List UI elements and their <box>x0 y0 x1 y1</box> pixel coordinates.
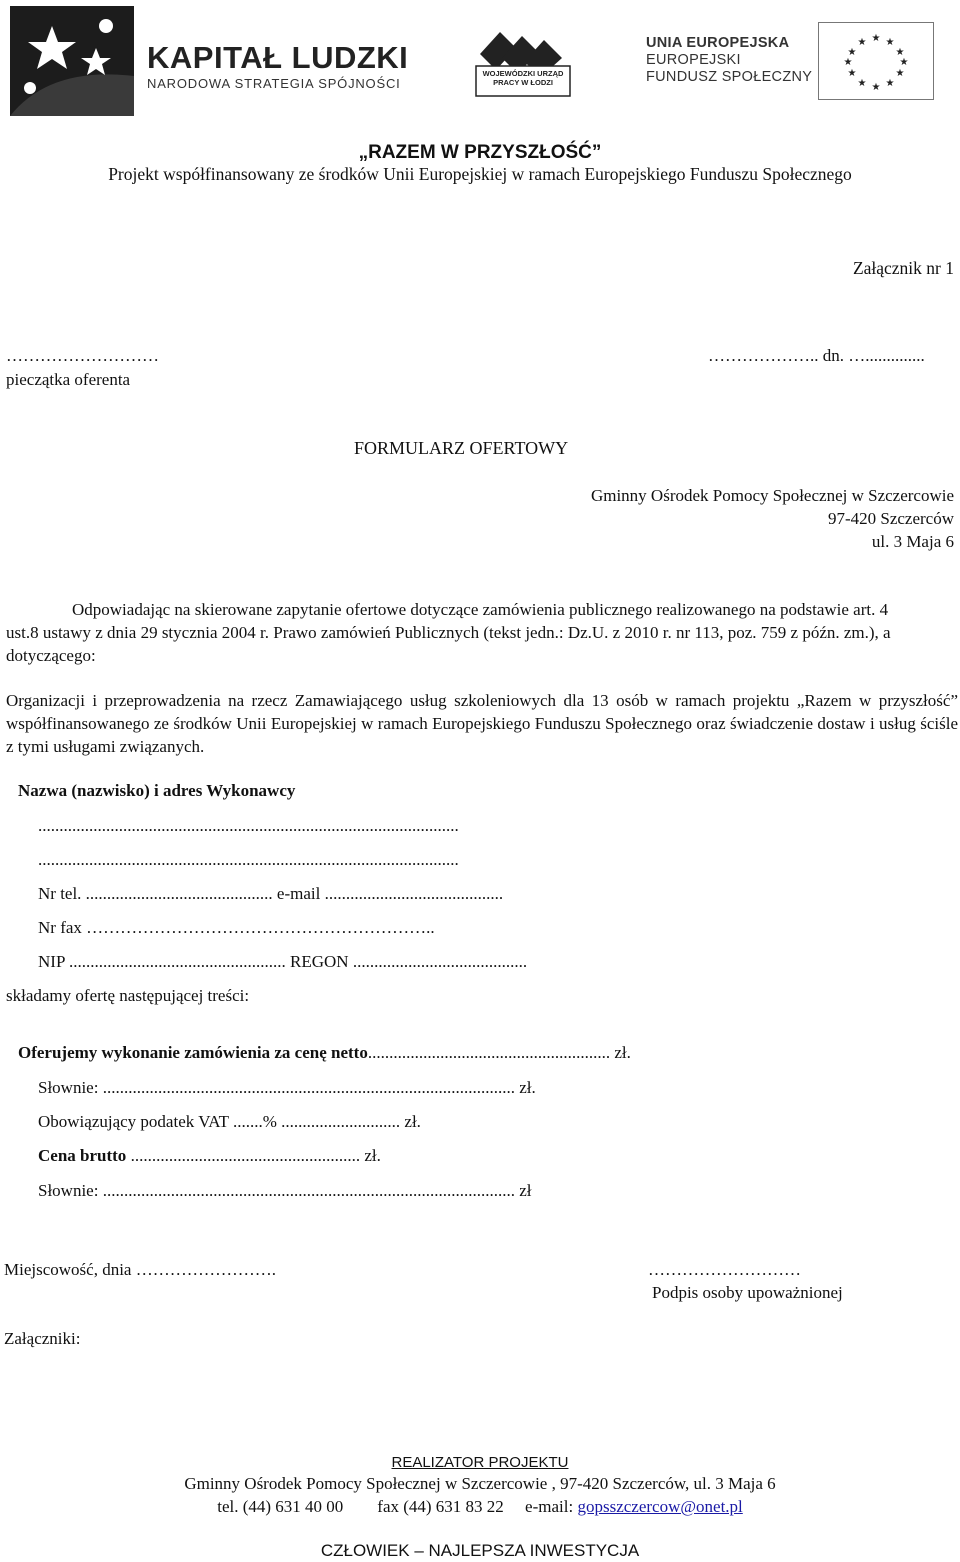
svg-text:★: ★ <box>843 57 853 68</box>
recipient-postcode: 97-420 Szczerców <box>827 509 954 528</box>
svg-text:★: ★ <box>885 78 895 89</box>
eu-logo-line3: FUNDUSZ SPOŁECZNY <box>646 69 813 85</box>
recipient-name: Gminny Ośrodek Pomocy Społecznej w Szczercowie <box>590 486 954 505</box>
gross-price-line <box>38 1146 381 1166</box>
eu-flag-icon <box>818 22 934 100</box>
recipient-street: ul. 3 Maja 6 <box>871 532 954 551</box>
subject-paragraph: Organizacji i przeprowadzenia na rzecz Zamawiającego usług szkoleniowych dla 13 osób w ramach projektu „Razem w przyszłość” współfinansowanego ze środków Unii Europejskiej w ramach Europejskiego Funduszu Społecznego oraz świadczenie dostaw i usług ściśle z tymi usługami związanych. <box>6 691 958 756</box>
gross-price-label: Cena brutto <box>38 1146 127 1165</box>
svg-text:★: ★ <box>871 82 881 93</box>
wup-lodz-logo-icon <box>470 24 576 100</box>
contractor-tel-email: Nr tel. ............................................ e-mail .......................................... <box>38 884 504 903</box>
svg-text:★: ★ <box>895 47 905 58</box>
kapital-ludzki-logo-icon <box>10 6 134 116</box>
project-subtitle: Projekt współfinansowany ze środków Unii Europejskiej w ramach Europejskiego Funduszu Społecznego <box>108 164 852 184</box>
svg-text:★: ★ <box>857 78 867 89</box>
signature-dots: ……………………… <box>648 1260 801 1279</box>
contractor-line-1: ................................................................................................... <box>38 816 459 835</box>
svg-text:★: ★ <box>895 68 905 79</box>
svg-text:★: ★ <box>847 68 857 79</box>
offer-intro: składamy ofertę następującej treści: <box>6 986 250 1005</box>
svg-text:★: ★ <box>857 37 867 48</box>
eu-logo-text <box>646 35 812 86</box>
date-field: ……………….. dn. ….............. <box>708 346 925 365</box>
footer-phone-fax: tel. (44) 631 40 00 fax (44) 631 83 22 e-mail: <box>217 1497 578 1516</box>
wup-lodz-logo-text: WOJEWÓDZKI URZĄD PRACY W ŁODZI <box>482 69 564 87</box>
footer-realizator: REALIZATOR PROJEKTU <box>391 1454 569 1471</box>
kapital-ludzki-logo-title: KAPITAŁ LUDZKI <box>147 40 409 75</box>
svg-text:★: ★ <box>871 33 881 44</box>
contractor-nip-regon: NIP ................................................... REGON ......................................... <box>38 952 528 971</box>
svg-text:★: ★ <box>885 37 895 48</box>
contractor-heading: Nazwa (nazwisko) i adres Wykonawcy <box>18 781 296 800</box>
net-price-words: Słownie: ................................................................................................. zł. <box>38 1078 536 1097</box>
attachments-label: Załączniki: <box>4 1329 81 1348</box>
footer-email-link[interactable]: gopsszczercow@onet.pl <box>577 1497 743 1516</box>
contractor-line-2: ................................................................................................... <box>38 850 459 869</box>
net-price-dots: ......................................................... zł. <box>367 1043 631 1062</box>
contractor-fax: Nr fax …………………………………………………….. <box>38 918 435 937</box>
kapital-ludzki-logo-subtitle: NARODOWA STRATEGIA SPÓJNOŚCI <box>147 76 401 91</box>
vat-line: Obowiązujący podatek VAT .......% ............................ zł. <box>38 1112 421 1131</box>
gross-price-words: Słownie: ................................................................................................. zł <box>38 1181 532 1200</box>
svg-text:★: ★ <box>847 47 857 58</box>
attachment-number: Załącznik nr 1 <box>852 258 954 278</box>
place-date-field: Miejscowość, dnia ……………………. <box>4 1260 276 1279</box>
stamp-dots: ……………………… <box>6 346 159 365</box>
footer-contact <box>0 1497 960 1517</box>
footer-slogan: CZŁOWIEK – NAJLEPSZA INWESTYCJA <box>320 1541 640 1560</box>
net-price-line <box>18 1043 631 1063</box>
form-title: FORMULARZ OFERTOWY <box>354 438 569 458</box>
signature-label: Podpis osoby upoważnionej <box>652 1283 843 1302</box>
gross-price-dots: ...................................................... zł. <box>126 1146 381 1165</box>
stamp-label: pieczątka oferenta <box>6 370 131 389</box>
project-title: „RAZEM W PRZYSZŁOŚĆ” <box>358 142 602 163</box>
svg-text:★: ★ <box>899 57 909 68</box>
intro-paragraph: Odpowiadając na skierowane zapytanie ofertowe dotyczące zamówienia publicznego realizowanego na podstawie art. 4 ust.8 ustawy z dnia 29 stycznia 2004 r. Prawo zamówień Publicznych (tekst jedn.: Dz.U. z 2010 r. nr 113, poz. 759 z późn. zm.), a dotyczącego: <box>6 600 891 665</box>
net-price-label: Oferujemy wykonanie zamówienia za cenę netto <box>18 1043 368 1062</box>
eu-logo-line2: EUROPEJSKI <box>646 52 741 68</box>
eu-logo-line1: UNIA EUROPEJSKA <box>646 35 790 51</box>
footer-address: Gminny Ośrodek Pomocy Społecznej w Szczercowie , 97-420 Szczerców, ul. 3 Maja 6 <box>184 1474 776 1493</box>
